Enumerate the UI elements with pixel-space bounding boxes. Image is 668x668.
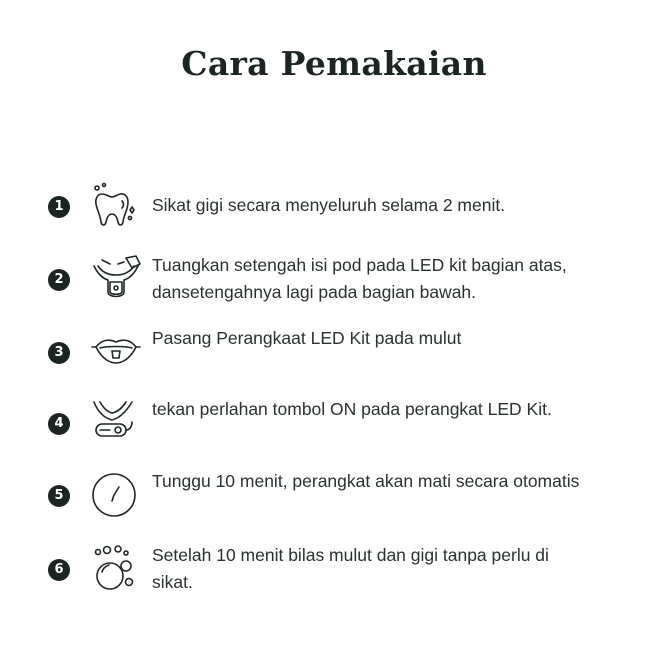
page-title: Cara Pemakaian: [181, 44, 487, 83]
led-mouthpiece-pour-icon: [88, 252, 146, 302]
step-text: Pasang Perangkaat LED Kit pada mulut: [152, 328, 462, 348]
step-number-badge: 6: [48, 559, 70, 581]
step-number-badge: 2: [48, 269, 70, 291]
step-text: Setelah 10 menit bilas mulut dan gigi tanpa perlu di sikat.: [152, 545, 549, 592]
mouth-device-icon: [88, 327, 146, 377]
step-4: [0, 396, 668, 456]
tooth-sparkle-icon: [88, 180, 146, 230]
step-text: Tuangkan setengah isi pod pada LED kit bagian atas, dansetengahnya lagi pada bagian bawah.: [152, 255, 567, 302]
step-number-badge: 1: [48, 196, 70, 218]
step-text: Tunggu 10 menit, perangkat akan mati secara otomatis: [152, 471, 580, 491]
step-text: tekan perlahan tombol ON pada perangkat LED Kit.: [152, 399, 552, 419]
step-text: Sikat gigi secara menyeluruh selama 2 menit.: [152, 195, 506, 215]
step-1: [0, 178, 668, 238]
bubbles-icon: [88, 542, 146, 592]
step-2: [0, 252, 668, 312]
step-number-badge: 4: [48, 413, 70, 435]
step-number-badge: 5: [48, 485, 70, 507]
step-5: [0, 468, 668, 528]
clock-icon: [88, 470, 146, 520]
step-6: [0, 542, 668, 602]
step-3: [0, 325, 668, 385]
step-number-badge: 3: [48, 342, 70, 364]
led-device-button-icon: [88, 396, 146, 446]
